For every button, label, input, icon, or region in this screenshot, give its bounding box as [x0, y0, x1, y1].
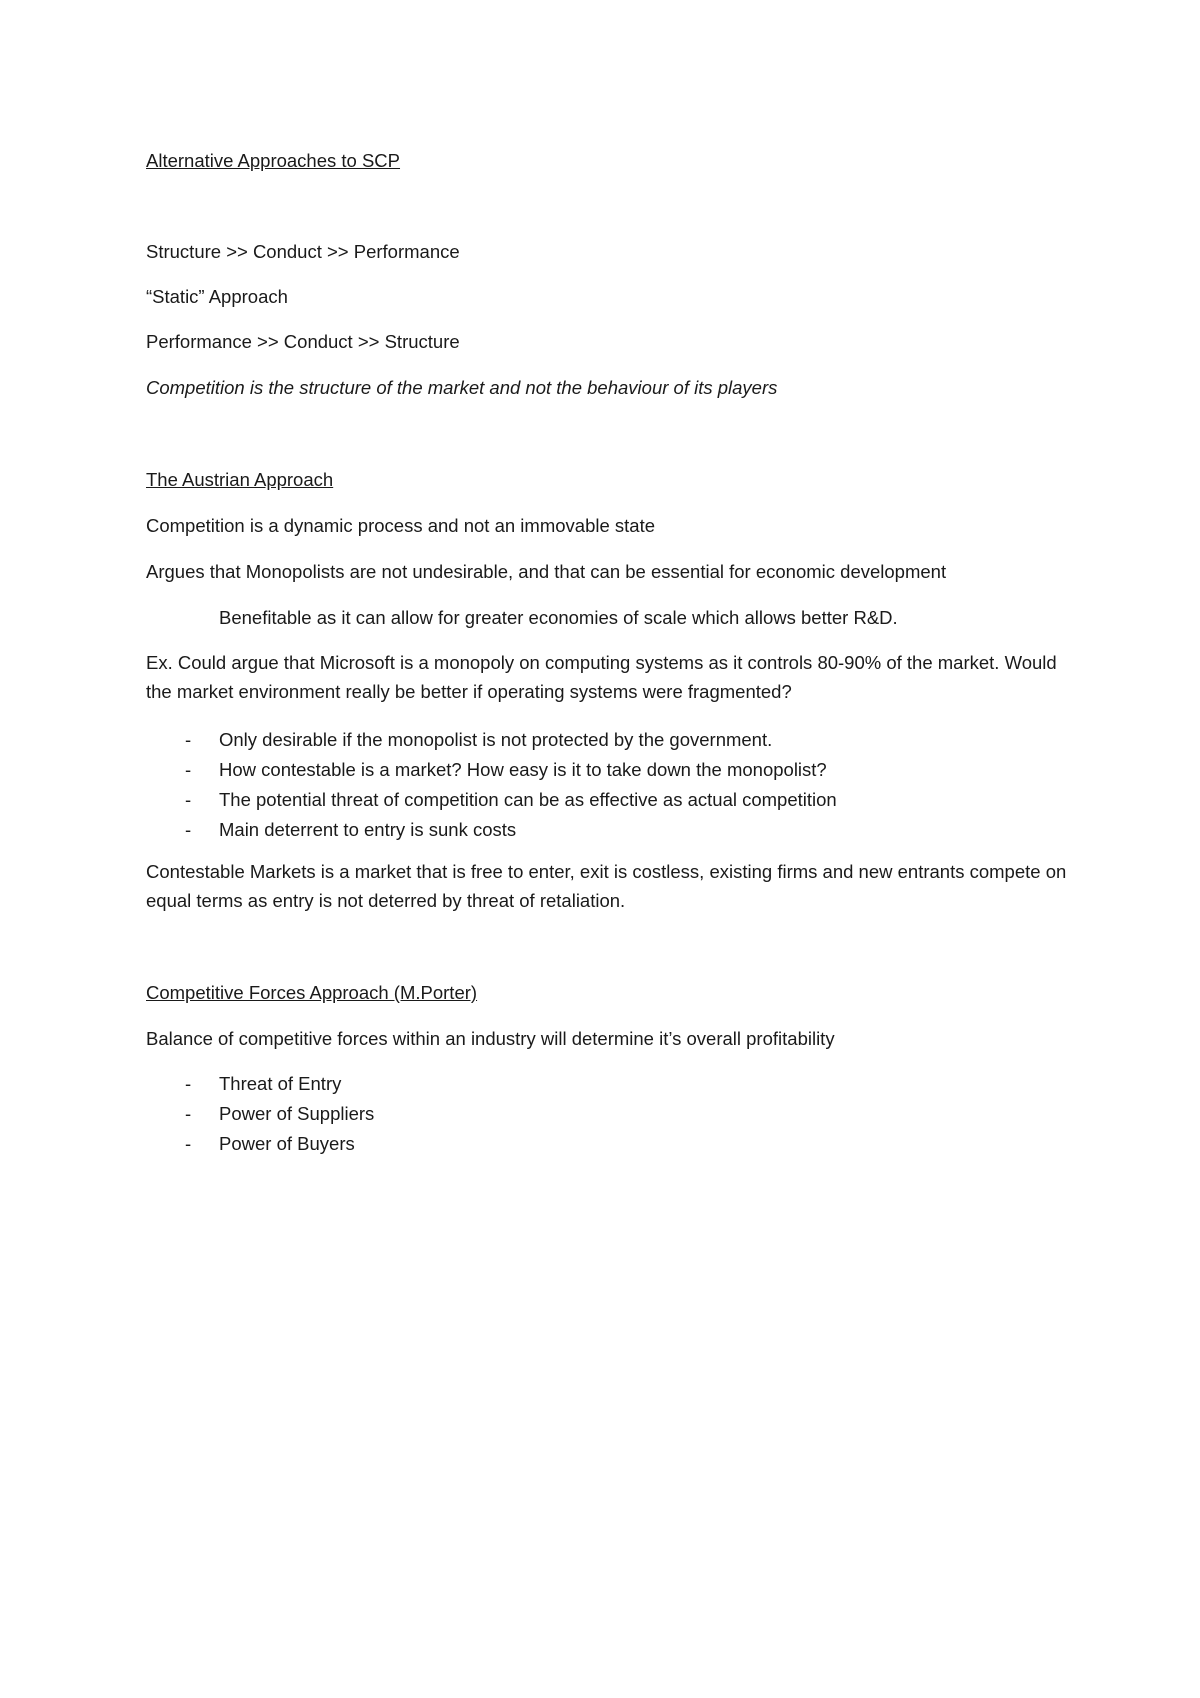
indented-text-line: Benefitable as it can allow for greater economies of scale which allows better R&D. [219, 607, 898, 628]
dash-marker: - [185, 729, 192, 750]
bullet-list-porter [146, 1069, 1076, 1159]
dash-marker: - [185, 759, 192, 780]
section-heading-austrian: The Austrian Approach [146, 469, 334, 490]
dash-marker: - [185, 789, 192, 810]
bullet-list-austrian [146, 725, 1076, 845]
dash-marker: - [185, 1133, 192, 1154]
list-item-text: Only desirable if the monopolist is not protected by the government. [219, 729, 773, 750]
list-item-text: Power of Suppliers [219, 1103, 375, 1124]
example-paragraph: Ex. Could argue that Microsoft is a monopoly on computing systems as it controls 80-90% of the market. Would the market environment really be better if operating systems were fragmented? [146, 652, 1057, 702]
text-line: Performance >> Conduct >> Structure [146, 331, 460, 352]
contestable-markets-paragraph: Contestable Markets is a market that is free to enter, exit is costless, existing firms and new entrants compete on equal terms as entry is not deterred by threat of retaliation. [146, 861, 1067, 911]
text-line: Balance of competitive forces within an industry will determine it’s overall profitability [146, 1028, 835, 1049]
list-item [146, 755, 1076, 785]
list-item-text: Main deterrent to entry is sunk costs [219, 819, 517, 840]
text-line: Competition is a dynamic process and not an immovable state [146, 515, 656, 536]
list-item [146, 725, 1076, 755]
text-line: “Static” Approach [146, 286, 288, 307]
list-item [146, 1129, 1076, 1159]
dash-marker: - [185, 819, 192, 840]
text-line: Argues that Monopolists are not undesirable, and that can be essential for economic development [146, 561, 947, 582]
list-item [146, 815, 1076, 845]
list-item-text: Threat of Entry [219, 1073, 342, 1094]
dash-marker: - [185, 1103, 192, 1124]
dash-marker: - [185, 1073, 192, 1094]
list-item [146, 1069, 1076, 1099]
list-item-text: How contestable is a market? How easy is it to take down the monopolist? [219, 759, 827, 780]
section-heading-porter: Competitive Forces Approach (M.Porter) [146, 982, 478, 1003]
italic-statement: Competition is the structure of the market and not the behaviour of its players [146, 377, 778, 398]
list-item [146, 785, 1076, 815]
list-item-text: Power of Buyers [219, 1133, 355, 1154]
section-heading-scp: Alternative Approaches to SCP [146, 150, 401, 171]
list-item [146, 1099, 1076, 1129]
list-item-text: The potential threat of competition can be as effective as actual competition [219, 789, 837, 810]
text-line: Structure >> Conduct >> Performance [146, 241, 460, 262]
